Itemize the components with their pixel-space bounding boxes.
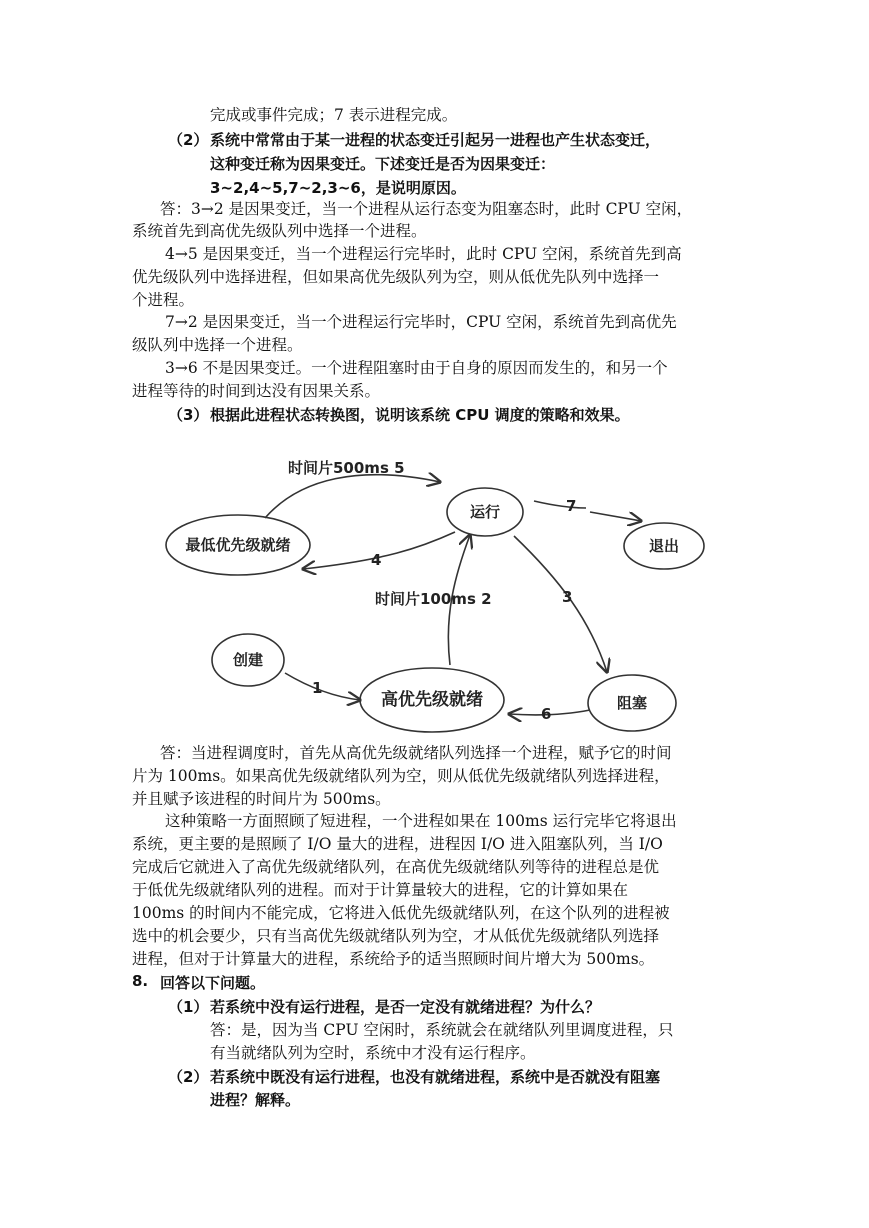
a2-line-4: 优先级队列中选择进程，但如果高优先级队列为空，则从低优先队列中选择一	[132, 268, 660, 286]
node-exit-label: 退出	[648, 537, 680, 555]
edge-2-label: 时间片100ms 2	[375, 590, 492, 608]
process-state-diagram	[0, 440, 869, 740]
a2-line-9: 进程等待的时间到达没有因果关系。	[132, 382, 381, 400]
a3-line-10: 进程，但对于计算量大的进程，系统给予的适当照顾时间片增大为 500ms。	[132, 950, 655, 968]
q8-2-number: （2）	[168, 1068, 209, 1086]
a3-line-1: 答：当进程调度时，首先从高优先级就绪队列选择一个进程，赋予它的时间	[160, 744, 672, 762]
edge-3	[514, 536, 607, 672]
edge-3-label: 3	[562, 588, 573, 606]
a3-line-5: 系统，更主要的是照顾了 I/O 量大的进程，进程因 I/O 进入阻塞队列，当 I/O	[132, 835, 663, 853]
a2-line-8: 3→6 不是因果变迁。一个进程阻塞时由于自身的原因而发生的，和另一个	[165, 359, 668, 377]
a2-line-5: 个进程。	[132, 291, 195, 309]
a3-line-7: 于低优先级就绪队列的进程。而对于计算量较大的进程，它的计算如果在	[132, 881, 629, 899]
q8-1-number: （1）	[168, 998, 209, 1016]
a2-line-3: 4→5 是因果变迁，当一个进程运行完毕时，此时 CPU 空闲，系统首先到高	[165, 245, 682, 263]
node-create-label: 创建	[232, 651, 264, 669]
a3-line-4: 这种策略一方面照顾了短进程，一个进程如果在 100ms 运行完毕它将退出	[165, 812, 677, 830]
a3-line-9: 选中的机会要少，只有当高优先级就绪队列为空，才从低优先级就绪队列选择	[132, 927, 660, 945]
q8-2-line-1: 若系统中既没有运行进程，也没有就绪进程，系统中是否就没有阻塞	[210, 1068, 661, 1086]
node-run-label: 运行	[469, 503, 501, 521]
edge-7-label: 7	[566, 497, 577, 515]
q8-1-text: 若系统中没有运行进程，是否一定没有就绪进程？为什么？	[210, 998, 601, 1016]
q8-2-line-2: 进程？解释。	[210, 1091, 301, 1109]
q8-text: 回答以下问题。	[160, 974, 266, 992]
q2-line-3: 3~2,4~5,7~2,3~6，是说明原因。	[210, 179, 466, 197]
edge-5	[265, 475, 440, 518]
a3-line-8: 100ms 的时间内不能完成，它将进入低优先级就绪队列，在这个队列的进程被	[132, 904, 670, 922]
a3-line-6: 完成后它就进入了高优先级就绪队列，在高优先级就绪队列等待的进程总是优	[132, 858, 660, 876]
a3-line-2: 片为 100ms。如果高优先级就绪队列为空，则从低优先级就绪队列选择进程，	[132, 767, 670, 785]
a2-line-6: 7→2 是因果变迁，当一个进程运行完毕时，CPU 空闲，系统首先到高优先	[165, 313, 677, 331]
q2-line-1: 系统中常常由于某一进程的状态变迁引起另一进程也产生状态变迁，	[210, 131, 661, 149]
edge-4-label: 4	[371, 551, 382, 569]
q3-number: （3）	[168, 406, 209, 424]
q3-text: 根据此进程状态转换图，说明该系统 CPU 调度的策略和效果。	[210, 406, 630, 424]
node-low-ready-label: 最低优先级就绪	[185, 536, 291, 554]
node-high-ready-label: 高优先级就绪	[381, 690, 483, 710]
intro-line: 完成或事件完成；7 表示进程完成。	[210, 106, 458, 124]
edge-1	[285, 673, 360, 700]
q2-number: （2）	[168, 131, 209, 149]
edge-1-label: 1	[312, 679, 323, 697]
edge-7b	[590, 512, 641, 521]
a2-line-7: 级队列中选择一个进程。	[132, 336, 303, 354]
q8-1-answer-line-1: 答：是，因为当 CPU 空闲时，系统就会在就绪队列里调度进程，只	[210, 1021, 674, 1039]
q2-line-2: 这种变迁称为因果变迁。下述变迁是否为因果变迁：	[210, 155, 556, 173]
a2-line-1: 答：3→2 是因果变迁，当一个进程从运行态变为阻塞态时，此时 CPU 空闲，	[160, 200, 693, 218]
q8-number: 8.	[132, 972, 149, 990]
edge-5-label: 时间片500ms 5	[288, 459, 405, 477]
edge-6-label: 6	[541, 705, 552, 723]
a2-line-2: 系统首先到高优先级队列中选择一个进程。	[132, 222, 427, 240]
q8-1-answer-line-2: 有当就绪队列为空时，系统中才没有运行程序。	[210, 1044, 536, 1062]
edge-7	[534, 501, 586, 508]
a3-line-3: 并且赋予该进程的时间片为 500ms。	[132, 790, 391, 808]
node-block-label: 阻塞	[616, 694, 648, 712]
